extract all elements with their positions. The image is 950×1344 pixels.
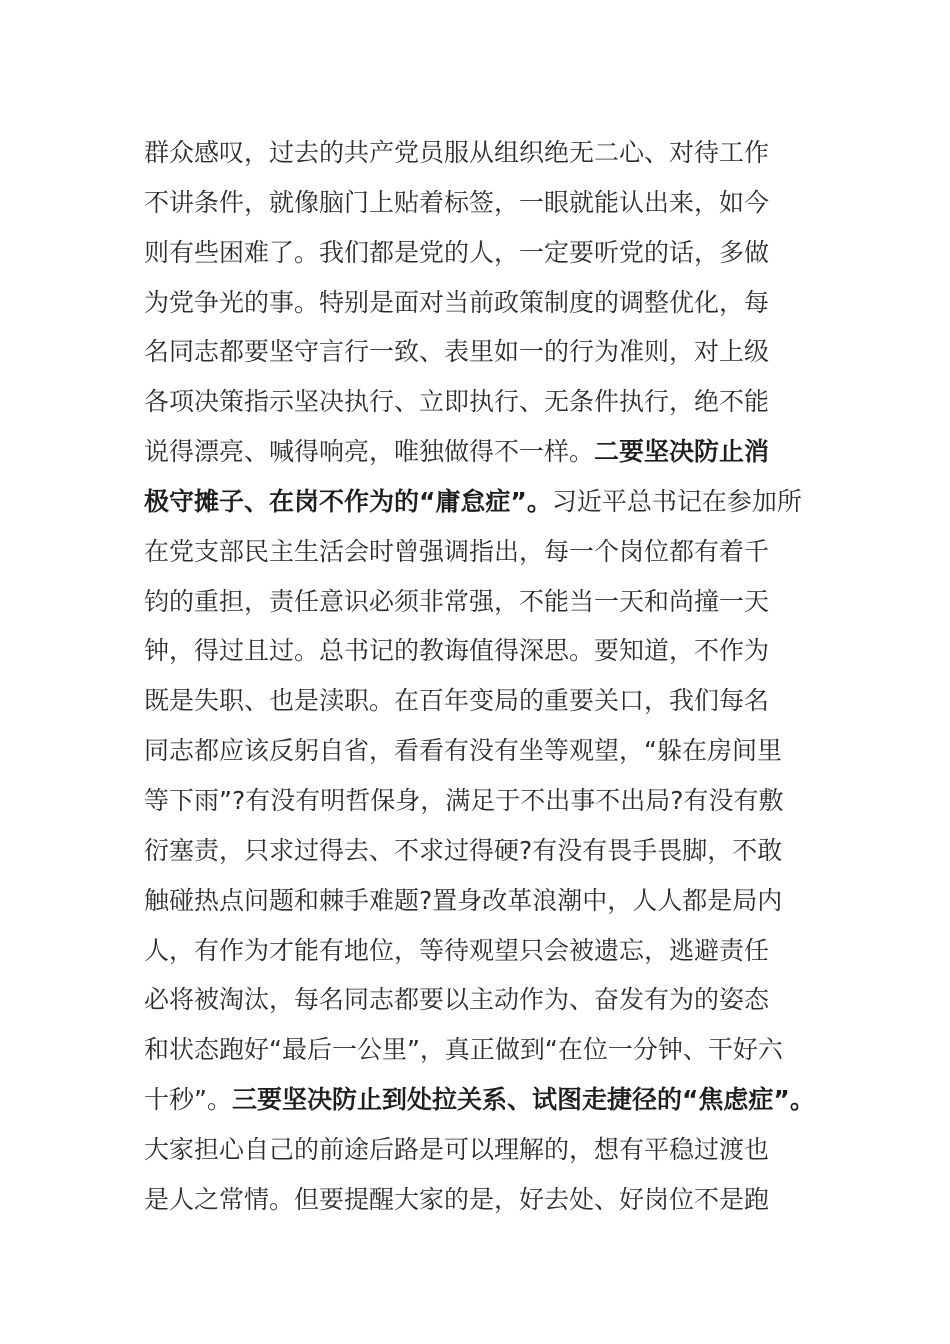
text-line bbox=[144, 1175, 824, 1225]
body-text: 触碰热点问题和棘手难题?置身改革浪潮中，人人都是局内 bbox=[144, 885, 783, 915]
text-line bbox=[144, 926, 824, 976]
body-text: 同志都应该反躬自省，看看有没有坐等观望，“躲在房间里 bbox=[144, 736, 782, 766]
text-line bbox=[144, 876, 824, 926]
text-line bbox=[144, 1025, 824, 1075]
body-text: 说得漂亮、喊得响亮，唯独做得不一样。 bbox=[144, 437, 595, 467]
body-text: 人，有作为才能有地位，等待观望只会被遗忘，逃避责任 bbox=[144, 935, 770, 965]
body-paragraph bbox=[144, 128, 824, 1225]
bold-heading-text: 二要坚决防止消 bbox=[594, 437, 770, 467]
text-line bbox=[144, 726, 824, 776]
text-line bbox=[144, 377, 824, 427]
text-line bbox=[144, 1125, 824, 1175]
text-line bbox=[144, 128, 824, 178]
body-text: 钟，得过且过。总书记的教诲值得深思。要知道，不作为 bbox=[144, 636, 770, 666]
body-text: 习近平总书记在参加所 bbox=[551, 486, 802, 516]
text-line bbox=[144, 327, 824, 377]
text-line bbox=[144, 278, 824, 328]
bold-heading-text: 极守摊子、在岗不作为的“庸怠症”。 bbox=[144, 486, 552, 516]
text-line bbox=[144, 527, 824, 577]
text-line bbox=[144, 477, 824, 527]
text-line bbox=[144, 228, 824, 278]
body-text: 在党支部民主生活会时曾强调指出，每一个岗位都有着千 bbox=[144, 536, 770, 566]
text-line bbox=[144, 427, 824, 477]
body-text: 不讲条件，就像脑门上贴着标签，一眼就能认出来，如今 bbox=[144, 187, 770, 217]
body-text: 名同志都要坚守言行一致、表里如一的行为准则，对上级 bbox=[144, 337, 770, 367]
body-text: 十秒”。 bbox=[144, 1085, 232, 1115]
body-text: 钧的重担，责任意识必须非常强，不能当一天和尚撞一天 bbox=[144, 586, 770, 616]
text-line bbox=[144, 577, 824, 627]
text-line bbox=[144, 826, 824, 876]
body-text: 和状态跑好“最后一公里”，真正做到“在位一分钟、干好六 bbox=[144, 1035, 783, 1065]
body-text: 各项决策指示坚决执行、立即执行、无条件执行，绝不能 bbox=[144, 387, 770, 417]
text-line bbox=[144, 626, 824, 676]
text-line bbox=[144, 178, 824, 228]
body-text: 等下雨”?有没有明哲保身，满足于不出事不出局?有没有敷 bbox=[144, 785, 784, 815]
body-text: 群众感叹，过去的共产党员服从组织绝无二心、对待工作 bbox=[144, 138, 770, 167]
text-line bbox=[144, 676, 824, 726]
body-text: 既是失职、也是渎职。在百年变局的重要关口，我们每名 bbox=[144, 686, 770, 716]
text-line bbox=[144, 1075, 824, 1125]
body-text: 则有些困难了。我们都是党的人，一定要听党的话，多做 bbox=[144, 237, 770, 267]
bold-heading-text: 三要坚决防止到处拉关系、试图走捷径的“焦虑症”。 bbox=[231, 1085, 815, 1115]
body-text: 衍塞责，只求过得去、不求过得硬?有没有畏手畏脚，不敢 bbox=[144, 835, 783, 865]
text-line bbox=[144, 776, 824, 826]
body-text: 大家担心自己的前途后路是可以理解的，想有平稳过渡也 bbox=[144, 1134, 770, 1164]
body-text: 为党争光的事。特别是面对当前政策制度的调整优化，每 bbox=[144, 287, 770, 317]
text-line bbox=[144, 975, 824, 1025]
body-text: 必将被淘汰，每名同志都要以主动作为、奋发有为的姿态 bbox=[144, 985, 770, 1015]
body-text: 是人之常情。但要提醒大家的是，好去处、好岗位不是跑 bbox=[144, 1184, 770, 1214]
